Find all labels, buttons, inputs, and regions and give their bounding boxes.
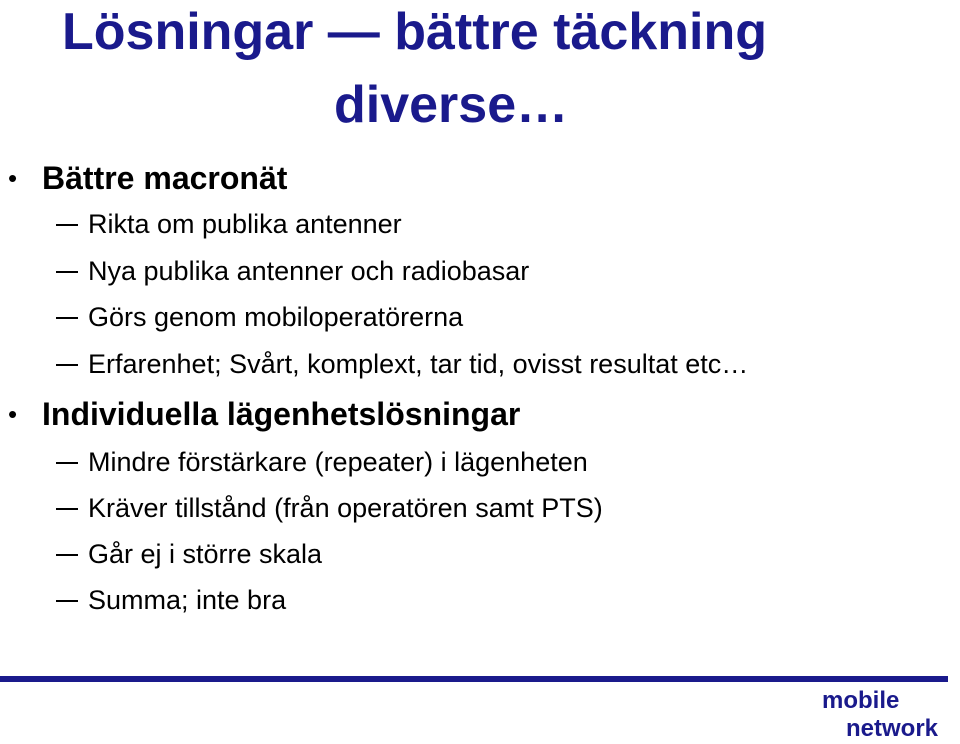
list-item-text: Görs genom mobiloperatörerna [88, 302, 464, 332]
list-item-text: Mindre förstärkare (repeater) i lägenheten [88, 447, 588, 477]
list-item-text: Rikta om publika antenner [88, 209, 402, 239]
section-heading-text: Bättre macronät [42, 160, 288, 196]
dash-icon [56, 364, 78, 366]
list-item-text: Kräver tillstånd (från operatören samt PTS) [88, 493, 603, 523]
slide-title-line1: Lösningar — bättre täckning [62, 3, 767, 61]
dash-icon [56, 508, 78, 510]
dash-icon [56, 600, 78, 602]
list-item-text: Nya publika antenner och radiobasar [88, 256, 530, 286]
bullet-icon: • [8, 399, 18, 429]
dash-icon [56, 317, 78, 319]
dash-icon [56, 554, 78, 556]
dash-icon [56, 271, 78, 273]
footer-divider [0, 676, 948, 682]
list-item-text: Går ej i större skala [88, 539, 323, 569]
bullet-icon: • [8, 163, 18, 193]
logo-network: network [846, 715, 939, 742]
section-heading-text: Individuella lägenhetslösningar [42, 396, 521, 432]
list-item-text: Erfarenhet; Svårt, komplext, tar tid, ovisst resultat etc… [88, 349, 749, 379]
list-item-text: Summa; inte bra [88, 585, 287, 615]
slide-title-line2: diverse… [334, 76, 569, 134]
dash-icon [56, 224, 78, 226]
logo-mobile: mobile [822, 687, 900, 714]
dash-icon [56, 462, 78, 464]
